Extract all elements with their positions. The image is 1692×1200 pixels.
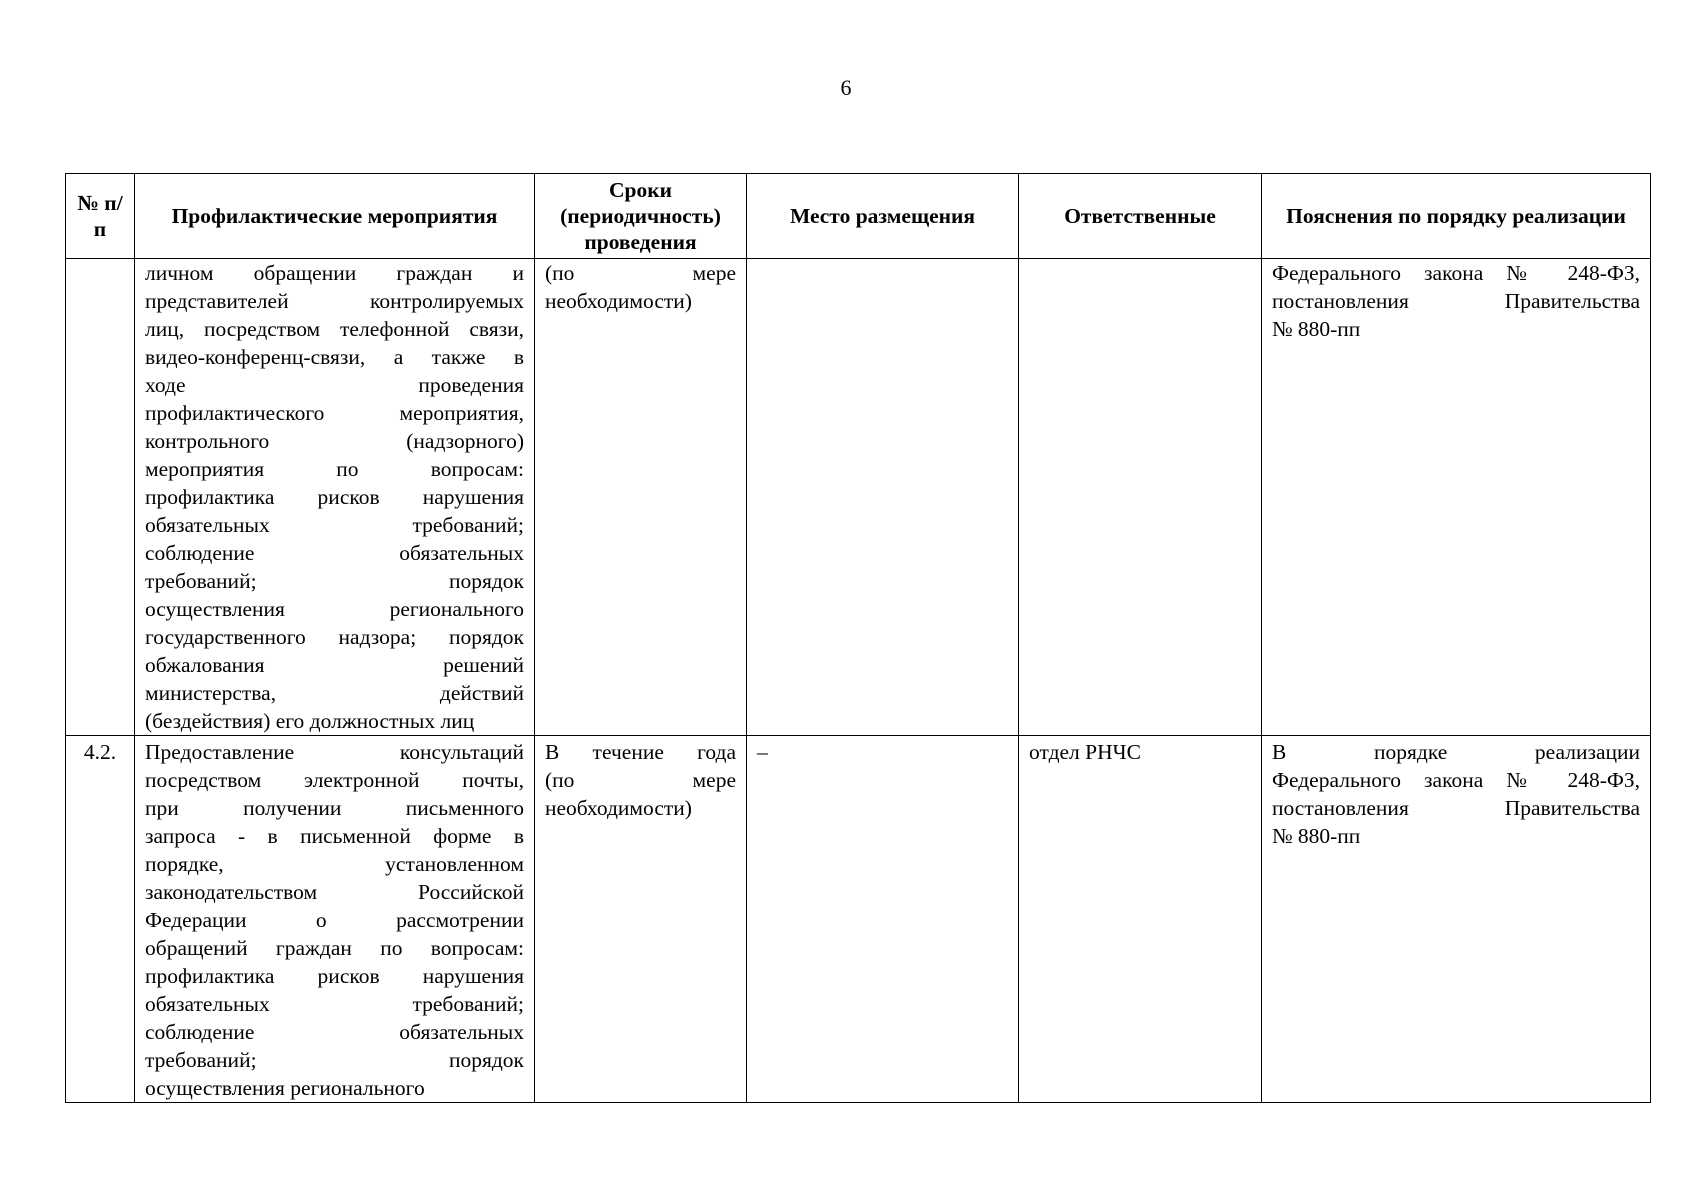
text-line: запроса - в письменной форме в [145, 824, 524, 848]
text-line: постановления Правительства [1272, 289, 1640, 313]
row-num [66, 259, 135, 736]
row-place [747, 259, 1019, 736]
text-line: министерства, действий [145, 681, 524, 705]
text-line: контрольного (надзорного) [145, 429, 524, 453]
header-explanations: Пояснения по порядку реализации [1262, 174, 1651, 259]
table-row [66, 736, 1651, 1103]
header-place: Место размещения [747, 174, 1019, 259]
text-line: представителей контролируемых [145, 289, 524, 313]
text-line: В течение года [545, 740, 736, 764]
table-row [66, 259, 1651, 736]
row-explanation [1262, 259, 1651, 736]
text-line: соблюдение обязательных [145, 541, 524, 565]
row-activity [135, 736, 535, 1103]
text-line: лиц, посредством телефонной связи, [145, 317, 524, 341]
text-line: обязательных требований; [145, 513, 524, 537]
text-line: (по мере [545, 261, 736, 285]
text-line: постановления Правительства [1272, 796, 1640, 820]
row-terms [535, 736, 747, 1103]
text-line: посредством электронной почты, [145, 768, 524, 792]
text-line: обращений граждан по вопросам: [145, 936, 524, 960]
header-num: № п/п [66, 174, 135, 259]
text-line: Федерации о рассмотрении [145, 908, 524, 932]
table-header-row [66, 174, 1651, 259]
prevention-activities-table [65, 173, 1651, 1103]
text-line: № 880-пп [1272, 824, 1361, 848]
header-terms: Сроки (периодичность) проведения [535, 174, 747, 259]
row-explanation [1262, 736, 1651, 1103]
text-line: личном обращении граждан и [145, 261, 524, 285]
text-line: порядке, установленном [145, 852, 524, 876]
text-line: Федерального закона № 248-ФЗ, [1272, 768, 1640, 792]
text-line: обжалования решений [145, 653, 524, 677]
text-line: профилактического мероприятия, [145, 401, 524, 425]
row-activity [135, 259, 535, 736]
text-line: В порядке реализации [1272, 740, 1640, 764]
header-responsible: Ответственные [1019, 174, 1262, 259]
row-responsible: отдел РНЧС [1019, 736, 1262, 1103]
text-line: необходимости) [545, 796, 692, 820]
text-line: обязательных требований; [145, 992, 524, 1016]
text-line: осуществления регионального [145, 597, 524, 621]
page-number: 6 [840, 75, 852, 100]
header-activities: Профилактические мероприятия [135, 174, 535, 259]
text-line: мероприятия по вопросам: [145, 457, 524, 481]
row-responsible [1019, 259, 1262, 736]
text-line: при получении письменного [145, 796, 524, 820]
text-line: законодательством Российской [145, 880, 524, 904]
text-line: ходе проведения [145, 373, 524, 397]
text-line: необходимости) [545, 289, 692, 313]
row-terms [535, 259, 747, 736]
text-line: профилактика рисков нарушения [145, 964, 524, 988]
text-line: № 880-пп [1272, 317, 1361, 341]
text-line: государственного надзора; порядок [145, 625, 524, 649]
text-line: требований; порядок [145, 1048, 524, 1072]
text-line: видео-конференц-связи, а также в [145, 345, 524, 369]
text-line: осуществления регионального [145, 1076, 425, 1100]
text-line: Предоставление консультаций [145, 740, 524, 764]
text-line: соблюдение обязательных [145, 1020, 524, 1044]
text-line: (бездействия) его должностных лиц [145, 709, 475, 733]
row-num: 4.2. [66, 736, 135, 1103]
text-line: требований; порядок [145, 569, 524, 593]
text-line: (по мере [545, 768, 736, 792]
text-line: профилактика рисков нарушения [145, 485, 524, 509]
row-place: – [747, 736, 1019, 1103]
text-line: Федерального закона № 248-ФЗ, [1272, 261, 1640, 285]
